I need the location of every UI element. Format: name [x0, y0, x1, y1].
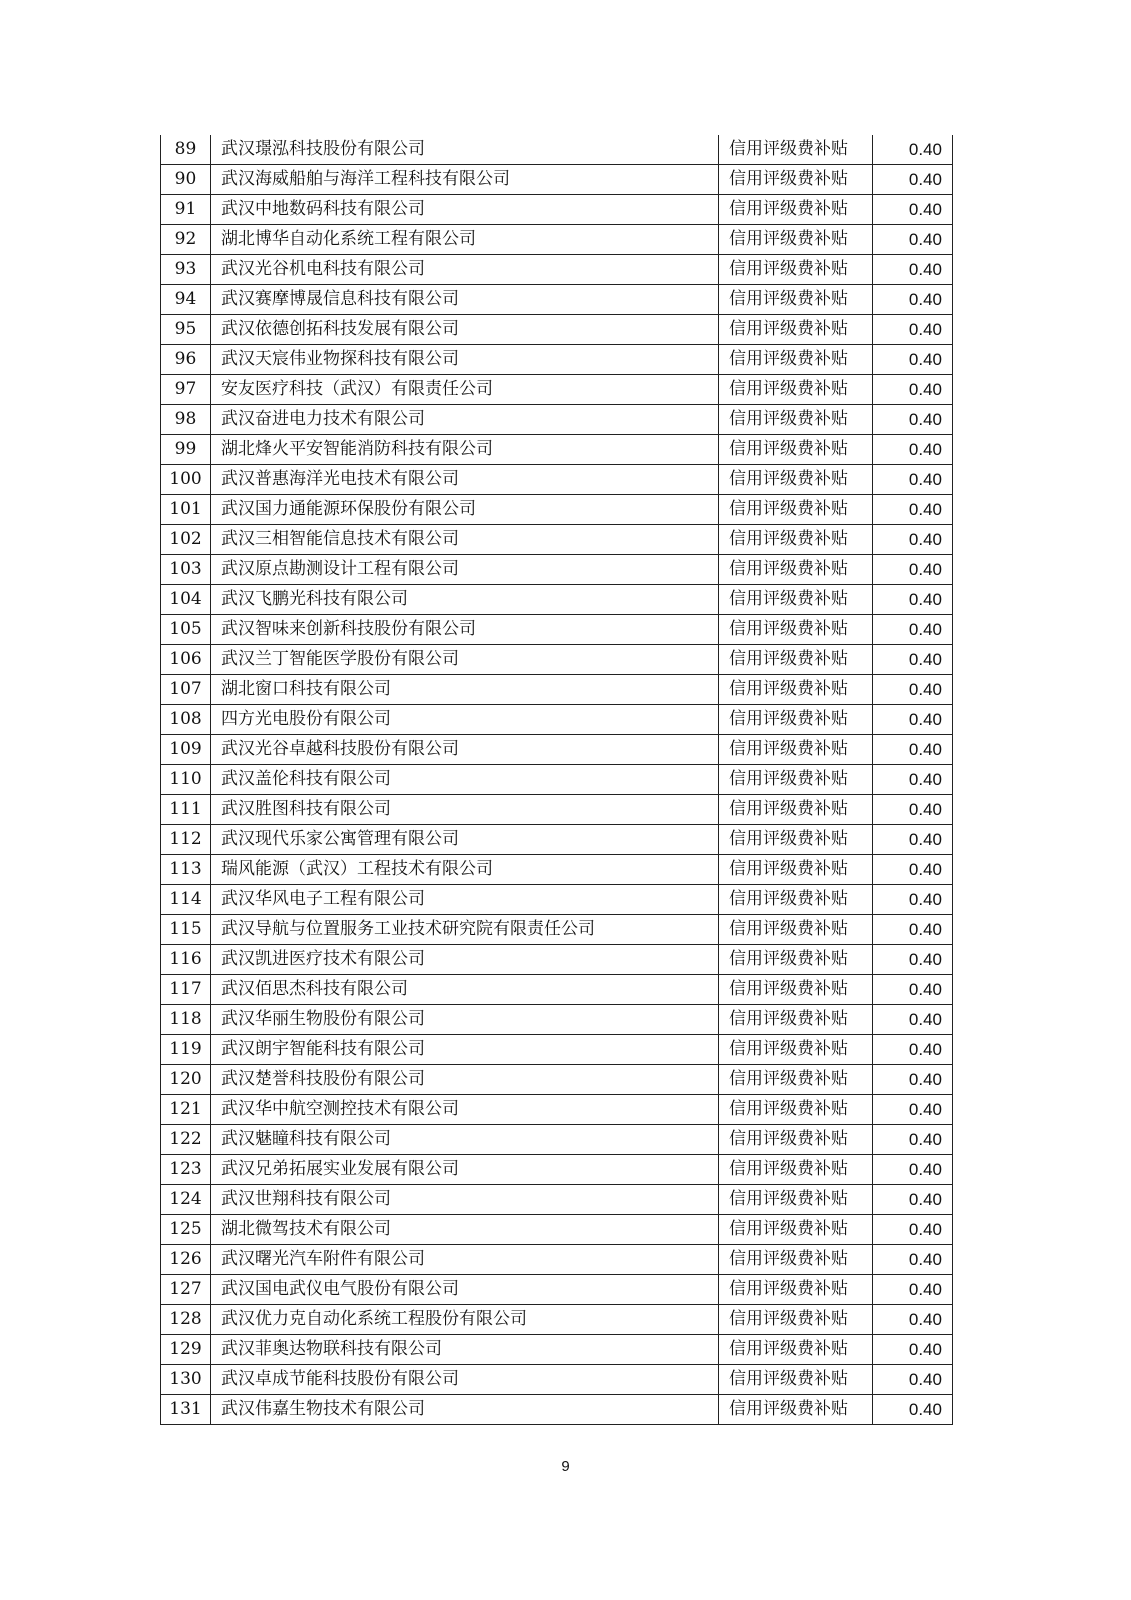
subsidy-type: 信用评级费补贴: [719, 975, 873, 1005]
company-name: 武汉凯进医疗技术有限公司: [211, 945, 719, 975]
table-row: [161, 795, 953, 825]
company-name: 武汉中地数码科技有限公司: [211, 195, 719, 225]
company-name: 武汉现代乐家公寓管理有限公司: [211, 825, 719, 855]
subsidy-amount: 0.40: [873, 345, 953, 375]
subsidy-type: 信用评级费补贴: [719, 345, 873, 375]
subsidy-type: 信用评级费补贴: [719, 795, 873, 825]
company-name: 武汉菲奥达物联科技有限公司: [211, 1335, 719, 1365]
table-row: [161, 825, 953, 855]
subsidy-type: 信用评级费补贴: [719, 405, 873, 435]
row-number: 98: [161, 405, 211, 435]
subsidy-amount: 0.40: [873, 1215, 953, 1245]
subsidy-type: 信用评级费补贴: [719, 315, 873, 345]
row-number: 97: [161, 375, 211, 405]
row-number: 125: [161, 1215, 211, 1245]
row-number: 103: [161, 555, 211, 585]
table-row: [161, 1275, 953, 1305]
subsidy-amount: 0.40: [873, 915, 953, 945]
page-number: 9: [561, 1458, 570, 1475]
subsidy-type: 信用评级费补贴: [719, 525, 873, 555]
subsidy-type: 信用评级费补贴: [719, 735, 873, 765]
table-row: [161, 735, 953, 765]
company-name: 武汉导航与位置服务工业技术研究院有限责任公司: [211, 915, 719, 945]
row-number: 101: [161, 495, 211, 525]
subsidy-amount: 0.40: [873, 555, 953, 585]
company-name: 湖北窗口科技有限公司: [211, 675, 719, 705]
company-name: 武汉三相智能信息技术有限公司: [211, 525, 719, 555]
subsidy-type: 信用评级费补贴: [719, 255, 873, 285]
table-row: [161, 705, 953, 735]
table-row: [161, 1335, 953, 1365]
subsidy-type: 信用评级费补贴: [719, 1095, 873, 1125]
subsidy-amount: 0.40: [873, 465, 953, 495]
company-name: 武汉优力克自动化系统工程股份有限公司: [211, 1305, 719, 1335]
row-number: 121: [161, 1095, 211, 1125]
subsidy-type: 信用评级费补贴: [719, 1005, 873, 1035]
subsidy-type: 信用评级费补贴: [719, 1275, 873, 1305]
company-name: 湖北微驾技术有限公司: [211, 1215, 719, 1245]
table-row: [161, 465, 953, 495]
company-name: 武汉佰思杰科技有限公司: [211, 975, 719, 1005]
subsidy-type: 信用评级费补贴: [719, 555, 873, 585]
company-name: 武汉朗宇智能科技有限公司: [211, 1035, 719, 1065]
table-row: [161, 1395, 953, 1425]
row-number: 120: [161, 1065, 211, 1095]
subsidy-amount: 0.40: [873, 1395, 953, 1425]
table-row: [161, 195, 953, 225]
company-name: 武汉卓成节能科技股份有限公司: [211, 1365, 719, 1395]
subsidy-amount: 0.40: [873, 1335, 953, 1365]
row-number: 130: [161, 1365, 211, 1395]
row-number: 104: [161, 585, 211, 615]
table-row: [161, 1005, 953, 1035]
table-row: [161, 1095, 953, 1125]
row-number: 109: [161, 735, 211, 765]
subsidy-type: 信用评级费补贴: [719, 825, 873, 855]
subsidy-amount: 0.40: [873, 135, 953, 165]
row-number: 122: [161, 1125, 211, 1155]
company-name: 武汉海威船舶与海洋工程科技有限公司: [211, 165, 719, 195]
subsidy-type: 信用评级费补贴: [719, 1245, 873, 1275]
row-number: 105: [161, 615, 211, 645]
company-name: 武汉楚誉科技股份有限公司: [211, 1065, 719, 1095]
company-name: 武汉盖伦科技有限公司: [211, 765, 719, 795]
company-name: 武汉兰丁智能医学股份有限公司: [211, 645, 719, 675]
table-row: [161, 435, 953, 465]
company-name: 四方光电股份有限公司: [211, 705, 719, 735]
table-row: [161, 765, 953, 795]
row-number: 118: [161, 1005, 211, 1035]
table-row: [161, 495, 953, 525]
subsidy-amount: 0.40: [873, 1065, 953, 1095]
subsidy-amount: 0.40: [873, 675, 953, 705]
row-number: 89: [161, 135, 211, 165]
subsidy-type: 信用评级费补贴: [719, 135, 873, 165]
table-row: [161, 1305, 953, 1335]
row-number: 112: [161, 825, 211, 855]
company-name: 武汉光谷机电科技有限公司: [211, 255, 719, 285]
subsidy-amount: 0.40: [873, 1185, 953, 1215]
subsidy-type: 信用评级费补贴: [719, 285, 873, 315]
row-number: 129: [161, 1335, 211, 1365]
subsidy-type: 信用评级费补贴: [719, 885, 873, 915]
subsidy-table-body: [161, 135, 953, 1425]
company-name: 武汉普惠海洋光电技术有限公司: [211, 465, 719, 495]
company-name: 武汉国力通能源环保股份有限公司: [211, 495, 719, 525]
subsidy-type: 信用评级费补贴: [719, 495, 873, 525]
table-row: [161, 1035, 953, 1065]
subsidy-amount: 0.40: [873, 855, 953, 885]
table-row: [161, 645, 953, 675]
row-number: 115: [161, 915, 211, 945]
table-row: [161, 1125, 953, 1155]
table-row: [161, 585, 953, 615]
company-name: 湖北烽火平安智能消防科技有限公司: [211, 435, 719, 465]
subsidy-type: 信用评级费补贴: [719, 435, 873, 465]
company-name: 武汉世翔科技有限公司: [211, 1185, 719, 1215]
table-row: [161, 675, 953, 705]
table-row: [161, 975, 953, 1005]
company-name: 武汉魅瞳科技有限公司: [211, 1125, 719, 1155]
company-name: 武汉光谷卓越科技股份有限公司: [211, 735, 719, 765]
subsidy-amount: 0.40: [873, 195, 953, 225]
table-row: [161, 525, 953, 555]
company-name: 武汉胜图科技有限公司: [211, 795, 719, 825]
table-row: [161, 375, 953, 405]
row-number: 108: [161, 705, 211, 735]
table-row: [161, 405, 953, 435]
subsidy-type: 信用评级费补贴: [719, 915, 873, 945]
subsidy-type: 信用评级费补贴: [719, 1125, 873, 1155]
row-number: 110: [161, 765, 211, 795]
company-name: 武汉智味来创新科技股份有限公司: [211, 615, 719, 645]
subsidy-type: 信用评级费补贴: [719, 1065, 873, 1095]
table-row: [161, 225, 953, 255]
row-number: 119: [161, 1035, 211, 1065]
company-name: 安友医疗科技（武汉）有限责任公司: [211, 375, 719, 405]
row-number: 114: [161, 885, 211, 915]
company-name: 武汉天宸伟业物探科技有限公司: [211, 345, 719, 375]
row-number: 106: [161, 645, 211, 675]
table-row: [161, 1365, 953, 1395]
row-number: 94: [161, 285, 211, 315]
company-name: 武汉奋进电力技术有限公司: [211, 405, 719, 435]
row-number: 116: [161, 945, 211, 975]
row-number: 117: [161, 975, 211, 1005]
subsidy-amount: 0.40: [873, 615, 953, 645]
company-name: 武汉兄弟拓展实业发展有限公司: [211, 1155, 719, 1185]
table-row: [161, 615, 953, 645]
row-number: 95: [161, 315, 211, 345]
subsidy-amount: 0.40: [873, 795, 953, 825]
company-name: 武汉赛摩博晟信息科技有限公司: [211, 285, 719, 315]
row-number: 90: [161, 165, 211, 195]
subsidy-type: 信用评级费补贴: [719, 585, 873, 615]
subsidy-amount: 0.40: [873, 165, 953, 195]
subsidy-amount: 0.40: [873, 225, 953, 255]
company-name: 武汉华丽生物股份有限公司: [211, 1005, 719, 1035]
subsidy-amount: 0.40: [873, 975, 953, 1005]
row-number: 128: [161, 1305, 211, 1335]
company-name: 武汉伟嘉生物技术有限公司: [211, 1395, 719, 1425]
subsidy-type: 信用评级费补贴: [719, 1395, 873, 1425]
table-row: [161, 945, 953, 975]
row-number: 96: [161, 345, 211, 375]
table-row: [161, 915, 953, 945]
subsidy-amount: 0.40: [873, 945, 953, 975]
subsidy-amount: 0.40: [873, 1095, 953, 1125]
table-row: [161, 1215, 953, 1245]
row-number: 91: [161, 195, 211, 225]
subsidy-amount: 0.40: [873, 1125, 953, 1155]
subsidy-amount: 0.40: [873, 435, 953, 465]
row-number: 107: [161, 675, 211, 705]
row-number: 127: [161, 1275, 211, 1305]
table-row: [161, 135, 953, 165]
subsidy-type: 信用评级费补贴: [719, 1185, 873, 1215]
row-number: 102: [161, 525, 211, 555]
subsidy-type: 信用评级费补贴: [719, 225, 873, 255]
company-name: 瑞风能源（武汉）工程技术有限公司: [211, 855, 719, 885]
subsidy-type: 信用评级费补贴: [719, 615, 873, 645]
row-number: 100: [161, 465, 211, 495]
table-row: [161, 1185, 953, 1215]
subsidy-amount: 0.40: [873, 255, 953, 285]
subsidy-amount: 0.40: [873, 1365, 953, 1395]
subsidy-amount: 0.40: [873, 1245, 953, 1275]
subsidy-type: 信用评级费补贴: [719, 375, 873, 405]
table-row: [161, 165, 953, 195]
table-row: [161, 255, 953, 285]
row-number: 111: [161, 795, 211, 825]
subsidy-amount: 0.40: [873, 1305, 953, 1335]
subsidy-amount: 0.40: [873, 735, 953, 765]
subsidy-amount: 0.40: [873, 885, 953, 915]
subsidy-type: 信用评级费补贴: [719, 765, 873, 795]
subsidy-type: 信用评级费补贴: [719, 1365, 873, 1395]
company-name: 武汉曙光汽车附件有限公司: [211, 1245, 719, 1275]
subsidy-amount: 0.40: [873, 645, 953, 675]
subsidy-type: 信用评级费补贴: [719, 645, 873, 675]
subsidy-amount: 0.40: [873, 585, 953, 615]
subsidy-type: 信用评级费补贴: [719, 1155, 873, 1185]
table-row: [161, 555, 953, 585]
company-name: 武汉国电武仪电气股份有限公司: [211, 1275, 719, 1305]
subsidy-type: 信用评级费补贴: [719, 675, 873, 705]
table-row: [161, 1155, 953, 1185]
subsidy-type: 信用评级费补贴: [719, 1335, 873, 1365]
row-number: 93: [161, 255, 211, 285]
subsidy-amount: 0.40: [873, 315, 953, 345]
row-number: 124: [161, 1185, 211, 1215]
subsidy-amount: 0.40: [873, 825, 953, 855]
table-row: [161, 1245, 953, 1275]
subsidy-amount: 0.40: [873, 405, 953, 435]
row-number: 99: [161, 435, 211, 465]
subsidy-amount: 0.40: [873, 765, 953, 795]
row-number: 92: [161, 225, 211, 255]
subsidy-amount: 0.40: [873, 705, 953, 735]
table-row: [161, 285, 953, 315]
row-number: 123: [161, 1155, 211, 1185]
subsidy-amount: 0.40: [873, 375, 953, 405]
company-name: 武汉华中航空测控技术有限公司: [211, 1095, 719, 1125]
row-number: 113: [161, 855, 211, 885]
subsidy-amount: 0.40: [873, 1275, 953, 1305]
row-number: 131: [161, 1395, 211, 1425]
table-row: [161, 1065, 953, 1095]
table-row: [161, 315, 953, 345]
company-name: 湖北博华自动化系统工程有限公司: [211, 225, 719, 255]
subsidy-type: 信用评级费补贴: [719, 1305, 873, 1335]
table-row: [161, 345, 953, 375]
subsidy-type: 信用评级费补贴: [719, 705, 873, 735]
subsidy-type: 信用评级费补贴: [719, 465, 873, 495]
subsidy-amount: 0.40: [873, 495, 953, 525]
company-name: 武汉璟泓科技股份有限公司: [211, 135, 719, 165]
subsidy-type: 信用评级费补贴: [719, 945, 873, 975]
company-name: 武汉原点勘测设计工程有限公司: [211, 555, 719, 585]
subsidy-type: 信用评级费补贴: [719, 195, 873, 225]
table-row: [161, 855, 953, 885]
subsidy-amount: 0.40: [873, 525, 953, 555]
subsidy-type: 信用评级费补贴: [719, 855, 873, 885]
subsidy-type: 信用评级费补贴: [719, 165, 873, 195]
subsidy-type: 信用评级费补贴: [719, 1215, 873, 1245]
subsidy-amount: 0.40: [873, 1155, 953, 1185]
company-name: 武汉华风电子工程有限公司: [211, 885, 719, 915]
subsidy-amount: 0.40: [873, 1035, 953, 1065]
table-row: [161, 885, 953, 915]
subsidy-amount: 0.40: [873, 1005, 953, 1035]
subsidy-table: [160, 135, 953, 1425]
subsidy-type: 信用评级费补贴: [719, 1035, 873, 1065]
company-name: 武汉飞鹏光科技有限公司: [211, 585, 719, 615]
company-name: 武汉依德创拓科技发展有限公司: [211, 315, 719, 345]
row-number: 126: [161, 1245, 211, 1275]
subsidy-amount: 0.40: [873, 285, 953, 315]
